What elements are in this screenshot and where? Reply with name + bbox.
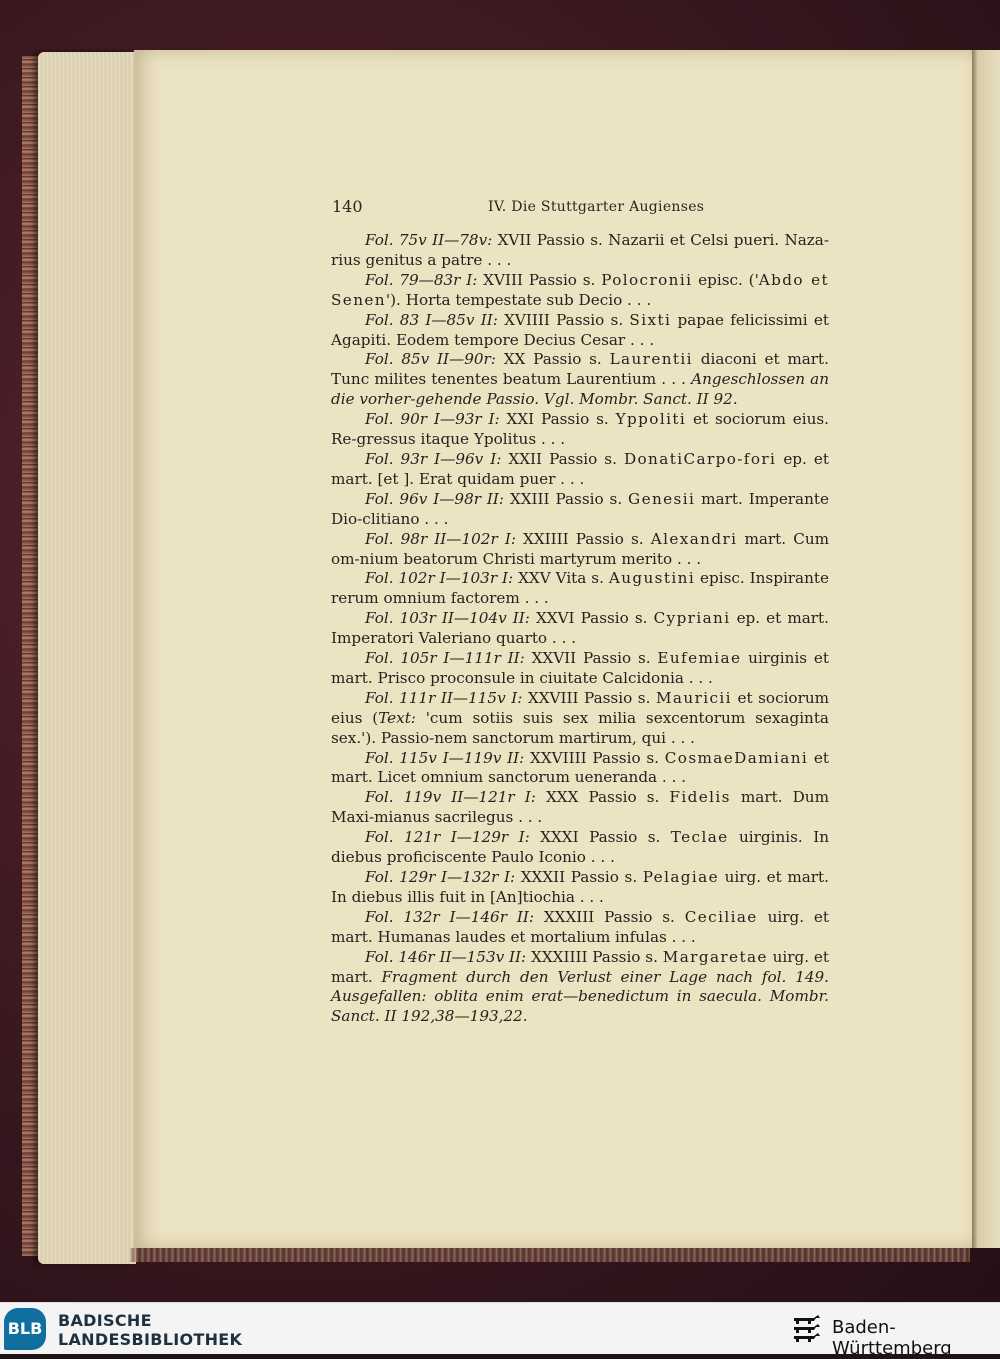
entry-prefix: XXI Passio s. <box>499 410 616 429</box>
entry-prefix: XXXIII Passio s. <box>533 907 685 926</box>
saint-name: Donati <box>623 449 684 468</box>
entry-paragraph <box>331 530 829 570</box>
entry-text: ep. et mart. Imperatori Valeriano quarto . . . <box>331 609 829 648</box>
entry-paragraph <box>331 609 829 649</box>
entry-prefix: XXV Vita s. <box>513 569 609 588</box>
entry-prefix: XXII Passio s. <box>501 449 624 468</box>
entry-paragraph <box>331 868 829 908</box>
entry-prefix: XXXIIII Passio s. <box>526 947 663 966</box>
entry-prefix: XXVIII Passio s. <box>522 688 656 707</box>
saint-name: Ceciliae <box>684 907 758 926</box>
folio-reference: Fol. 115v I—119v II: <box>365 748 525 767</box>
entry-paragraph <box>331 908 829 948</box>
entry-prefix: XVIII Passio s. <box>477 270 602 289</box>
entry-prefix: XXVII Passio s. <box>524 649 658 668</box>
saint-name-2: Carpo-fori <box>683 449 777 468</box>
running-title: IV. Die Stuttgarter Augienses <box>488 199 705 215</box>
folio-reference: Fol. 121r I—129r I: <box>365 828 530 847</box>
page-header <box>332 197 830 221</box>
editorial-note: Angeschlossen an die vorher-gehende Passio. Vgl. Mombr. Sanct. II 92. <box>331 370 829 409</box>
lions-crest-icon <box>790 1312 824 1346</box>
entry-text: ep. et mart. [et <box>331 449 829 488</box>
entry-paragraph <box>331 410 829 450</box>
folio-reference: Fol. 129r I—132r I: <box>365 868 516 886</box>
folio-reference: Fol. 83 I—85v II: <box>365 310 498 329</box>
entry-paragraph <box>331 569 829 609</box>
entry-prefix: XXXII Passio s. <box>515 868 643 886</box>
saint-name: Teclae <box>670 828 729 847</box>
saint-name-2: Abdo et Senen <box>331 270 830 309</box>
entry-text: et <box>808 748 829 767</box>
saint-name: Margaretae <box>662 947 768 966</box>
folio-reference: Fol. 111r II—115v I: <box>365 688 523 707</box>
folio-reference: Fol. 79—83r I: <box>365 270 478 289</box>
facing-page-edge <box>972 50 1000 1248</box>
entry-paragraph <box>331 311 829 351</box>
entry-paragraph <box>331 689 829 749</box>
entry-paragraph <box>331 271 829 311</box>
library-name-line2: LANDESBIBLIOTHEK <box>58 1330 243 1349</box>
folio-reference: Fol. 93r I—96v I: <box>365 449 502 468</box>
saint-name: Laurentii <box>609 350 693 369</box>
entry-paragraph <box>331 231 829 271</box>
entry-text: uirg. et mart. <box>331 947 830 986</box>
entry-paragraph <box>331 350 829 410</box>
entry-text: uirginis. In diebus proficiscente Paulo Iconio . . . <box>331 828 829 867</box>
entry-prefix: XXIIII Passio s. <box>515 529 651 548</box>
entry-text: uirg. et mart. Humanas laudes et mortalium infulas . . . <box>331 907 829 946</box>
saint-name: Eufemiae <box>657 649 742 668</box>
entry-prefix: XXIII Passio s. <box>504 489 629 508</box>
entry-paragraph <box>331 749 829 789</box>
entry-paragraph <box>331 490 829 530</box>
entry-text: mart. Dum Maxi-mianus sacrilegus . . . <box>331 788 829 827</box>
saint-name: Augustini <box>608 569 696 588</box>
entry-paragraph <box>331 828 829 868</box>
saint-name-2: Damiani <box>734 748 809 767</box>
folio-reference: Fol. 146r II—153v II: <box>365 947 527 966</box>
folio-reference: Fol. 96v I—98r II: <box>365 489 505 508</box>
editorial-note: Text: <box>378 708 416 727</box>
folio-reference: Fol. 105r I—111r II: <box>365 649 525 668</box>
folio-reference: Fol. 103r II—104v II: <box>365 609 530 628</box>
entry-text: XVII Passio s. Nazarii et Celsi pueri. Naza-rius genitus a patre . . . <box>331 231 829 269</box>
entry-prefix: XXVIIII Passio s. <box>524 748 665 767</box>
editorial-note: Fragment durch den Verlust einer Lage nach fol. 149. Ausgefallen: oblita enim erat—benedictum in saecula. Mombr. Sanct. II 192,38—193,22. <box>331 967 829 1026</box>
bottom-page-edge <box>130 1248 970 1262</box>
entry-text: '). Horta tempestate sub Decio . . . <box>385 290 652 309</box>
saint-name: Alexandri <box>650 529 738 548</box>
entry-text: uirg. et mart. In diebus illis fuit in [An]tiochia . . . <box>331 868 829 906</box>
folio-reference: Fol. 85v II—90r: <box>365 350 496 369</box>
folio-reference: Fol. 119v II—121r I: <box>365 788 536 807</box>
entry-prefix: XVIIII Passio s. <box>497 310 630 329</box>
blb-logo[interactable]: BLB <box>4 1308 46 1350</box>
entry-text-2: mart. Licet omnium sanctorum ueneranda . . . <box>331 768 687 787</box>
saint-name: Fidelis <box>669 788 731 807</box>
saint-name: Genesii <box>628 489 696 508</box>
entry-prefix: XX Passio s. <box>495 350 610 369</box>
saint-name: Polocronii <box>601 270 693 289</box>
footer-bar <box>0 1302 1000 1359</box>
manuscript-entries <box>331 231 829 1027</box>
entry-paragraph <box>331 450 829 490</box>
entry-text-2: 'cum sotiis suis sex milia sexcentorum sexaginta sex.'). Passio-nem sanctorum martirum, qui . . . <box>331 708 829 747</box>
entry-text: episc. Inspirante rerum omnium factorem . . . <box>331 569 829 608</box>
entry-text-2: ]. Erat quidam puer . . . <box>403 469 585 488</box>
entry-text: mart. Cum om-nium beatorum Christi martyrum merito . . . <box>331 529 830 568</box>
saint-name: Sixti <box>629 310 672 329</box>
entry-prefix: XXX Passio s. <box>535 788 670 807</box>
page-number: 140 <box>332 197 363 216</box>
entry-text: et sociorum eius ( <box>331 688 830 727</box>
saint-name: Mauricii <box>655 688 732 707</box>
entry-paragraph <box>331 948 829 1028</box>
saint-name: Yppoliti <box>615 410 687 429</box>
folio-reference: Fol. 132r I—146r II: <box>365 907 534 926</box>
entry-text: et sociorum eius. Re-gressus itaque Ypolitus . . . <box>331 410 829 449</box>
page-stack-edge <box>38 52 136 1264</box>
folio-reference: Fol. 90r I—93r I: <box>365 410 500 429</box>
entry-paragraph <box>331 649 829 689</box>
entry-text: episc. (' <box>692 270 759 289</box>
state-name[interactable]: Baden-Württemberg <box>832 1317 952 1359</box>
library-name-line1: BADISCHE <box>58 1311 152 1330</box>
folio-reference: Fol. 102r I—103r I: <box>365 569 514 588</box>
folio-reference: Fol. 98r II—102r I: <box>365 529 516 548</box>
entry-text: papae felicissimi et Agapiti. Eodem tempore Decius Cesar . . . <box>331 310 829 349</box>
entry-text: diaconi et mart. Tunc milites tenentes beatum Laurentium . . . <box>331 350 829 389</box>
saint-name: Pelagiae <box>642 868 720 886</box>
entry-prefix: XXVI Passio s. <box>529 609 654 628</box>
entry-text: mart. Imperante Dio-clitiano . . . <box>331 489 829 528</box>
saint-name: Cypriani <box>653 609 731 628</box>
folio-reference: Fol. 75v II—78v: <box>365 231 493 249</box>
entry-paragraph <box>331 788 829 828</box>
saint-name: Cosmae <box>664 748 735 767</box>
entry-text: uirginis et mart. Prisco proconsule in ciuitate Calcidonia . . . <box>331 649 829 687</box>
library-name[interactable] <box>58 1311 242 1349</box>
entry-prefix: XXXI Passio s. <box>529 828 671 847</box>
